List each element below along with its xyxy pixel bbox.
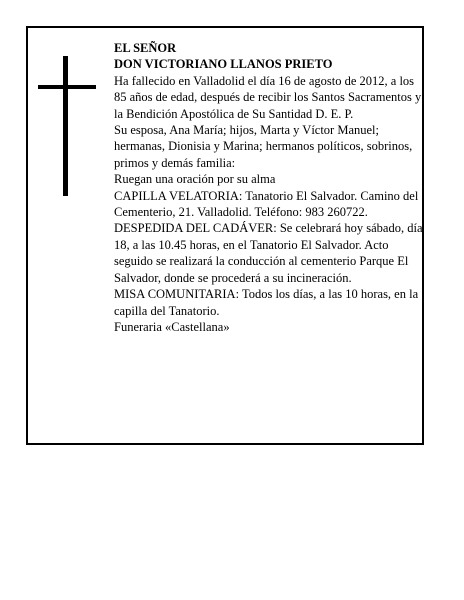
cross-horizontal-bar	[38, 85, 96, 89]
funeral-home: Funeraria «Castellana»	[114, 319, 230, 334]
obituary-text	[114, 40, 424, 335]
community-mass-info: MISA COMUNITARIA: Todos los días, a las 10 horas, en la capilla del Tanatorio.	[114, 287, 419, 318]
prayer-request: Ruegan una oración por su alma	[114, 172, 276, 187]
family-members: Su esposa, Ana María; hijos, Marta y Víctor Manuel; hermanas, Dionisia y Marina; hermanos políticos, sobrinos, primos y demás familia:	[114, 123, 413, 170]
deceased-name: DON VICTORIANO LLANOS PRIETO	[114, 57, 333, 72]
title-line-1: EL SEÑOR	[114, 41, 177, 55]
cross-icon	[38, 56, 96, 196]
funeral-farewell-info: DESPEDIDA DEL CADÁVER: Se celebrará hoy sábado, día 18, a las 10.45 horas, en el Tanatorio El Salvador. Acto seguido se realizará la conducción al cementerio Parque El Salvador, donde se procederá a su incineración.	[114, 221, 423, 285]
cross-vertical-bar	[63, 56, 68, 196]
death-announcement: Ha fallecido en Valladolid el día 16 de agosto de 2012, a los 85 años de edad, después de recibir los Santos Sacramentos y la Bendición Apostólica de Su Santidad D. E. P.	[114, 73, 422, 121]
wake-chapel-info: CAPILLA VELATORIA: Tanatorio El Salvador. Camino del Cementerio, 21. Valladolid. Teléfono: 983 260722.	[114, 188, 419, 220]
